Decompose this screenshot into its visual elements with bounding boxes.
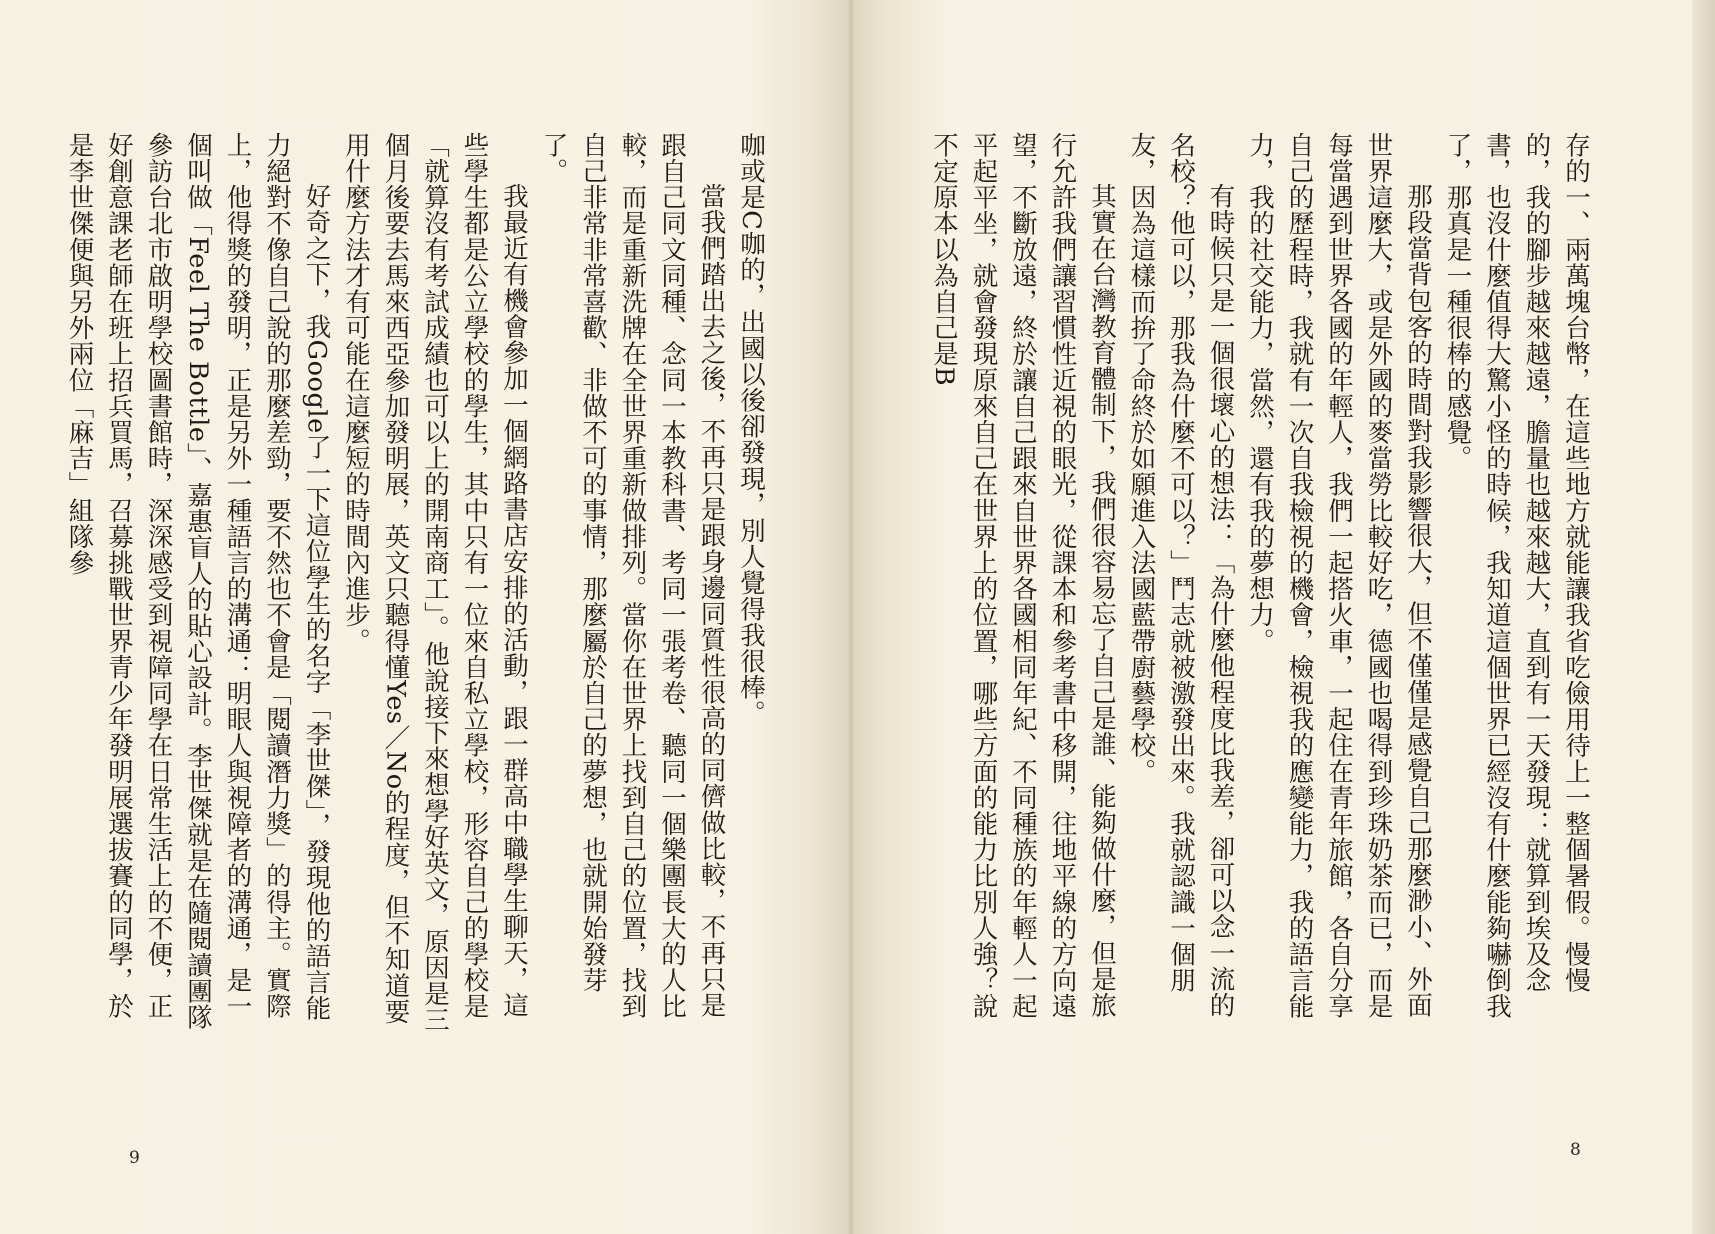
right-page-text	[915, 132, 1595, 1037]
right-paragraph-3: 有時候只是一個很壞心的想法：「為什麼他程度比我差，卻可以念一流的名校？他可以，那我為什麼不可以？」鬥志就被激發出來。我就認識一個朋友，因為這樣而拚了命終於如願進入法國藍帶廚藝學校。	[1126, 132, 1236, 1019]
page-edge	[1692, 0, 1715, 1234]
page-number-left: 9	[129, 1148, 140, 1168]
left-paragraph-3: 我最近有機會參加一個網路書店安排的活動，跟一群高中職學生聊天，這些學生都是公立學校的學生，其中只有一位來自私立學校，形容自己的學校是「就算沒有考試成績也可以上的開南商工」。他說接下來想學好英文，原因是三個月後要去馬來西亞參加發明展，英文只聽得懂Yes／No的程度，但不知道要用什麼方法才有可能在這麼短的時間內進步。	[341, 132, 529, 1033]
left-paragraph-2: 當我們踏出去之後，不再只是跟身邊同質性很高的同儕做比較，不再只是跟自己同文同種、念同一本教科書、考同一張考卷、聽同一個樂團長大的人比較，而是重新洗牌在全世界重新做排列。當你在世界上找到自己的位置，找到自己非常非常喜歡、非做不可的事情，那麼屬於自己的夢想，也就開始發芽了。	[538, 132, 727, 1020]
right-paragraph-2: 那段當背包客的時間對我影響很大，但不僅僅是感覺自己那麼渺小、外面世界這麼大，或是外國的麥當勞比較好吃，德國也喝得到珍珠奶茶而已，而是每當遇到世界各國的年輕人，我們一起搭火車，一起住在青年旅館，各自分享自己的歷程時，我就有一次自我檢視的機會，檢視我的應變能力，我的語言能力，我的社交能力，當然，還有我的夢想力。	[1245, 132, 1433, 1020]
right-paragraph-4: 其實在台灣教育體制下，我們很容易忘了自己是誰、能夠做什麼，但是旅行允許我們讓習慣性近視的眼光，從課本和參考書中移開，往地平線的方向遠望，不斷放遠，終於讓自己跟來自世界各國相同年紀、不同種族的年輕人一起平起平坐，就會發現原來自己在世界上的位置，哪些方面的能力比別人強？說不定原本以為自己是B	[929, 132, 1117, 1020]
book-gutter	[846, 0, 856, 1234]
left-paragraph-4: 好奇之下，我Google了一下這位學生的名字「李世傑」，發現他的語言能力絕對不像自己說的那麼差勁，要不然也不會是「閱讀潛力獎」的得主。實際上，他得獎的發明，正是另外一種語言的溝通：明眼人與視障者的溝通，是一個叫做「Feel The Bottle」、嘉惠盲人的貼心設計。李世傑就是在隨閱讀團隊參訪台北市啟明學校圖書館時，深深感受到視障同學在日常生活上的不便，正好創意課老師在班上招兵買馬，召募挑戰世界青少年發明展選拔賽的同學，於是李世傑便與另外兩位「麻吉」組隊參	[64, 132, 332, 1031]
right-paragraph-1: 存的一、兩萬塊台幣，在這些地方就能讓我省吃儉用待上一整個暑假。慢慢的，我的腳步越來越遠，膽量也越來越大，直到有一天發現：就算到埃及念書，也沒什麼值得大驚小怪的時候，我知道這個世界已經沒有什麼能夠嚇倒我了，那真是一種很棒的感覺。	[1442, 132, 1591, 1020]
left-paragraph-1: 咖或是C咖的，出國以後卻發現，別人覺得我很棒。	[736, 132, 766, 727]
left-page-text	[64, 132, 770, 1037]
page-number-right: 8	[1570, 1140, 1581, 1160]
